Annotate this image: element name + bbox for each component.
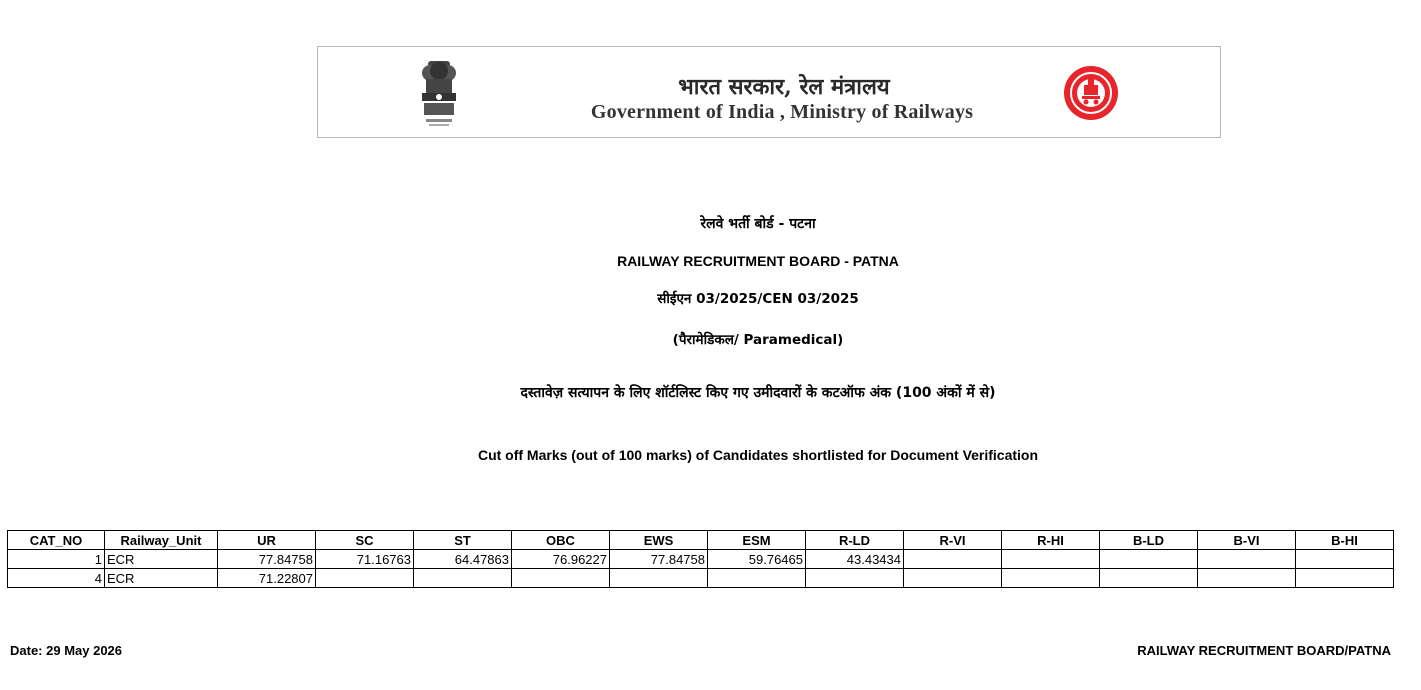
table-cell: ECR: [105, 569, 218, 588]
table-cell: 43.43434: [806, 550, 904, 569]
table-cell: [1002, 550, 1100, 569]
column-header: ST: [414, 531, 512, 550]
table-cell: 71.22807: [218, 569, 316, 588]
footer-date: Date: 29 May 2026: [10, 643, 123, 658]
column-header: EWS: [610, 531, 708, 550]
board-name-english: RAILWAY RECRUITMENT BOARD - PATNA: [617, 253, 899, 269]
table-cell: [1002, 569, 1100, 588]
header-banner: [317, 46, 1221, 138]
table-cell: [1198, 569, 1296, 588]
table-cell: 76.96227: [512, 550, 610, 569]
table-cell: [512, 569, 610, 588]
table-cell: [414, 569, 512, 588]
column-header: SC: [316, 531, 414, 550]
table-row: [8, 569, 1394, 588]
category-title: (पैरामेडिकल/ Paramedical): [672, 332, 844, 348]
indian-railways-logo-icon: [1060, 65, 1122, 121]
table-cell: [1296, 550, 1394, 569]
column-header: R-LD: [806, 531, 904, 550]
table-cell: 64.47863: [414, 550, 512, 569]
table-cell: [1100, 569, 1198, 588]
table-cell: ECR: [105, 550, 218, 569]
notice-title-hindi: दस्तावेज़ सत्यापन के लिए शॉर्टलिस्ट किए गए उमीदवारों के कटऑफ अंक (100 अंकों में से): [520, 385, 996, 401]
table-cell: [806, 569, 904, 588]
footer-signature: RAILWAY RECRUITMENT BOARD/PATNA: [1137, 643, 1391, 658]
table-cell: 1: [8, 550, 105, 569]
table-cell: [610, 569, 708, 588]
column-header: Railway_Unit: [105, 531, 218, 550]
table-cell: [708, 569, 806, 588]
board-name-hindi: रेलवे भर्ती बोर्ड - पटना: [700, 216, 816, 232]
column-header: CAT_NO: [8, 531, 105, 550]
column-header: B-LD: [1100, 531, 1198, 550]
cutoff-table: [7, 530, 1394, 588]
table-cell: 59.76465: [708, 550, 806, 569]
column-header: B-HI: [1296, 531, 1394, 550]
column-header: UR: [218, 531, 316, 550]
table-cell: [904, 569, 1002, 588]
banner-hindi-title: भारत सरकार, रेल मंत्रालय: [678, 74, 890, 100]
column-header: R-HI: [1002, 531, 1100, 550]
table-row: [8, 550, 1394, 569]
table-cell: 4: [8, 569, 105, 588]
table-cell: [1198, 550, 1296, 569]
cen-number: सीईएन 03/2025/CEN 03/2025: [657, 291, 859, 307]
column-header: OBC: [512, 531, 610, 550]
table-cell: 71.16763: [316, 550, 414, 569]
column-header: R-VI: [904, 531, 1002, 550]
column-header: ESM: [708, 531, 806, 550]
column-header: B-VI: [1198, 531, 1296, 550]
table-cell: 77.84758: [610, 550, 708, 569]
table-cell: [316, 569, 414, 588]
banner-english-title: Government of India , Ministry of Railways: [590, 101, 974, 123]
table-cell: [1100, 550, 1198, 569]
table-header-row: [8, 531, 1394, 550]
notice-title-english: Cut off Marks (out of 100 marks) of Candidates shortlisted for Document Verification: [477, 447, 1039, 463]
table-cell: [1296, 569, 1394, 588]
table-cell: [904, 550, 1002, 569]
table-cell: 77.84758: [218, 550, 316, 569]
